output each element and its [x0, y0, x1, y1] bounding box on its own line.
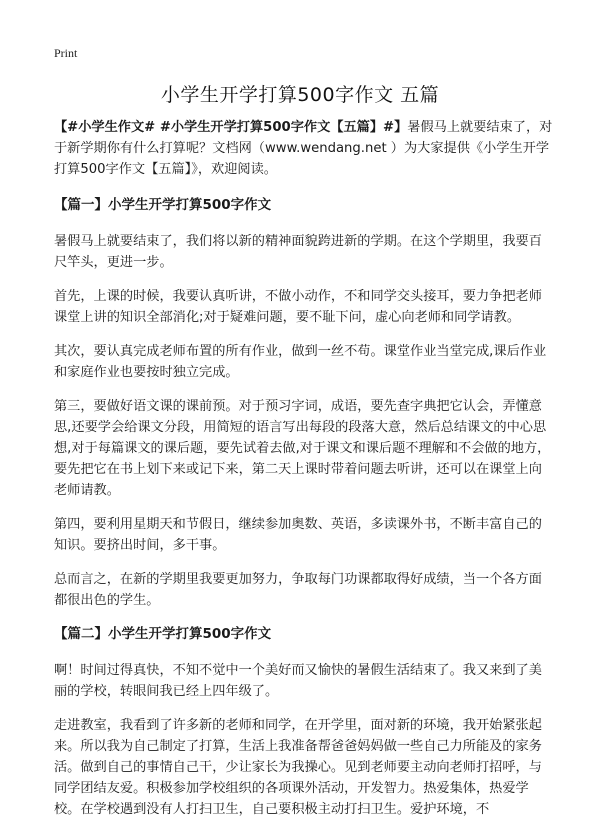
paragraph: 第三，要做好语文课的课前预。对于预习字词，成语，要先查字典把它认会，弄懂意思,还要学会给课文分段，用简短的语言写出每段的段落大意，然后总结课文的中心思想,对于每篇课文的课后题，要先试着去做,对于课文和课后题不理解和不会做的地方，要先把它在书上划下来或记下来，第二天上课时带着问题去听讲，还可以在课堂上向老师请教。 [54, 399, 551, 498]
paragraph: 暑假马上就要结束了，我们将以新的精神面貌跨进新的学期。在这个学期里，我要百尺竿头，更进一步。 [54, 234, 542, 270]
intro-paragraph [54, 117, 554, 180]
section-heading-1: 【篇一】小学生开学打算500字作文 [54, 197, 272, 213]
intro-tag: 【#小学生作文# #小学生开学打算500字作文【五篇】#】 [54, 120, 408, 135]
print-link[interactable]: Print [54, 46, 78, 60]
paragraph: 其次，要认真完成老师布置的所有作业，做到一丝不苟。课堂作业当堂完成,课后作业和家庭作业也要按时独立完成。 [54, 344, 547, 380]
article-body [54, 117, 554, 833]
paragraph: 总而言之，在新的学期里我要更加努力，争取每门功课都取得好成绩，当一个各方面都很出色的学生。 [54, 572, 542, 608]
paragraph: 首先，上课的时候，我要认真听讲，不做小动作，不和同学交头接耳，要力争把老师课堂上讲的知识全部消化;对于疑难问题，要不耻下问，虚心向老师和同学请教。 [54, 289, 542, 325]
paragraph: 第四，要利用星期天和节假日，继续参加奥数、英语，多读课外书，不断丰富自己的知识。要挤出时间，多干事。 [54, 517, 542, 553]
intro-text: 暑假马上就要结束了，对于新学期你有什么打算呢？文档网（www.wendang.net ）为大家提供《小学生开学打算500字作文【五篇】》，欢迎阅读。 [54, 120, 553, 177]
paragraph: 走进教室，我看到了许多新的老师和同学，在开学里，面对新的环境，我开始紧张起来。所以我为自己制定了打算，生活上我准备帮爸爸妈妈做一些自己力所能及的家务活。做到自己的事情自己干，少让家长为我操心。见到老师要主动向老师打招呼，与同学团结友爱。积极参加学校组织的各项课外活动，开发智力。热爱集体，热爱学校。在学校遇到没有人打扫卫生，自己要积极主动打扫卫生。爱护环境，不 [54, 718, 542, 817]
section-heading-2: 【篇二】小学生开学打算500字作文 [54, 626, 272, 642]
page-title: 小学生开学打算500字作文 五篇 [160, 84, 440, 106]
paragraph: 啊！时间过得真快，不知不觉中一个美好而又愉快的暑假生活结束了。我又来到了美丽的学校，转眼间我已经上四年级了。 [54, 663, 542, 699]
